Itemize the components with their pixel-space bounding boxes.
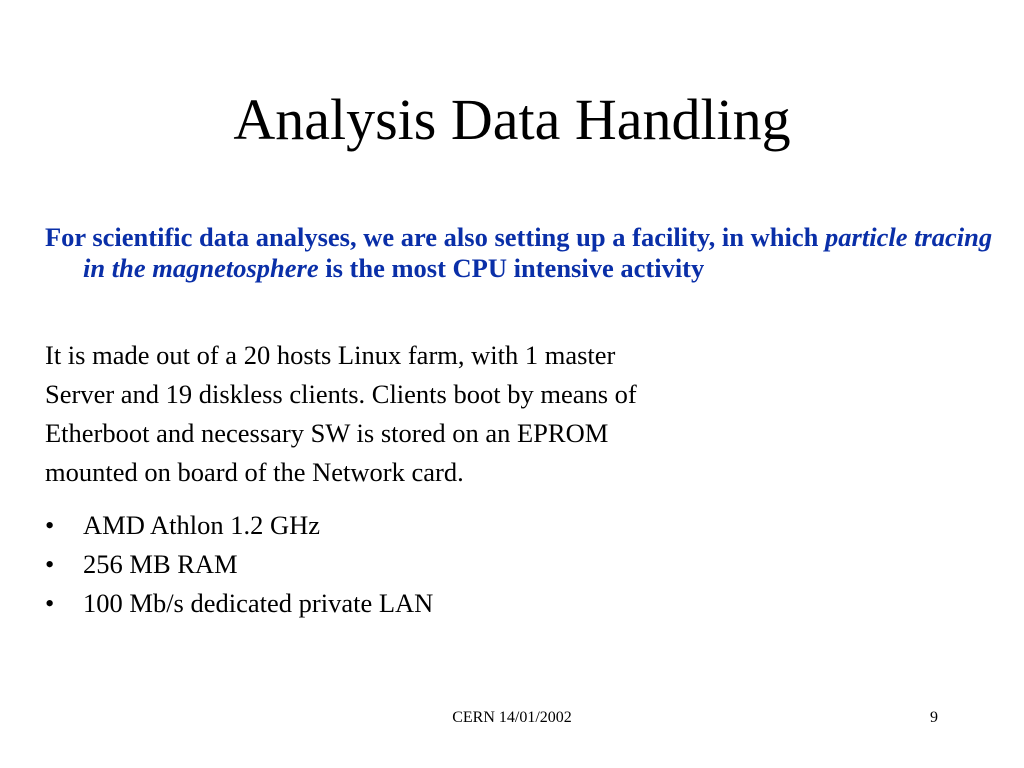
description-line: Server and 19 diskless clients. Clients boot by means of — [45, 379, 637, 409]
spec-text: 100 Mb/s dedicated private LAN — [83, 588, 434, 618]
intro-text-end: is the most CPU intensive activity — [318, 253, 705, 283]
slide-title: Analysis Data Handling — [233, 87, 791, 152]
intro-text-start: For scientific data analyses, we are also setting up a facility, in which — [45, 222, 826, 252]
intro-paragraph — [45, 222, 1013, 284]
spec-list-item — [45, 584, 945, 623]
spec-list — [45, 506, 945, 623]
intro-emphasis: particle tracing in the magnetosphere — [83, 222, 993, 283]
description-line: Etherboot and necessary SW is stored on an EPROM — [45, 418, 609, 448]
spec-text: 256 MB RAM — [83, 549, 238, 579]
footer-label: CERN 14/01/2002 — [452, 709, 572, 726]
description-line: mounted on board of the Network card. — [45, 457, 464, 487]
page-number: 9 — [930, 709, 938, 726]
bullet-icon: • — [45, 510, 55, 540]
bullet-icon: • — [45, 588, 55, 618]
description-paragraph — [45, 336, 945, 492]
spec-list-item — [45, 506, 945, 545]
description-line: It is made out of a 20 hosts Linux farm, with 1 master — [45, 340, 616, 370]
bullet-icon: • — [45, 549, 55, 579]
spec-text: AMD Athlon 1.2 GHz — [83, 510, 321, 540]
spec-list-item — [45, 545, 945, 584]
